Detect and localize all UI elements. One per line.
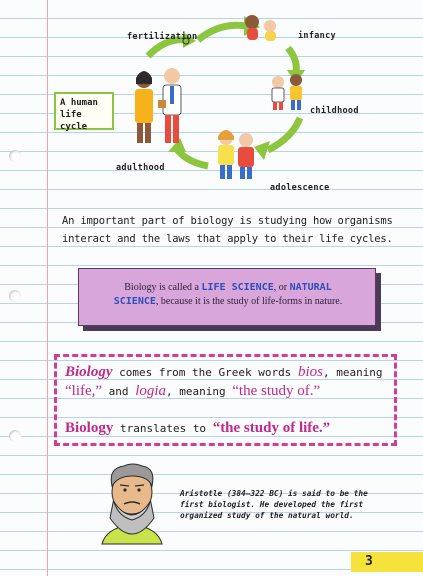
adults-figure (135, 68, 181, 143)
babies-figure (245, 15, 276, 41)
life-science-callout (78, 268, 376, 326)
etymology-connector: comes from the Greek words (112, 366, 298, 379)
label-adolescence: adolescence (270, 183, 330, 193)
etymology-box (54, 354, 397, 446)
arrow-head (254, 141, 270, 160)
page-number: 3 (365, 554, 373, 569)
translation-text (65, 419, 390, 438)
word-biology: Biology (65, 420, 114, 436)
etymology-connector: and (102, 385, 136, 398)
arrow-childhood-to-adolescence (268, 118, 300, 150)
etymology-text (65, 363, 390, 401)
life-science-text (93, 281, 363, 309)
binder-hole (9, 290, 21, 302)
arrow-infancy-to-childhood (288, 48, 296, 72)
keyword-life-science: LIFE SCIENCE (201, 282, 274, 293)
callout-text-part: , or (273, 282, 290, 293)
callout-text-part: , because it is the study of life-forms in nature. (155, 296, 343, 307)
page-number-tab (351, 552, 423, 572)
children-figure (272, 74, 302, 110)
word-study-of: “the study of.” (232, 383, 321, 399)
word-logia: logia (135, 383, 167, 399)
word-biology: Biology (65, 364, 113, 380)
arrow-adulthood-to-fertilization (148, 40, 184, 56)
life-cycle-note (54, 92, 114, 130)
etymology-connector: , meaning (322, 366, 383, 379)
etymology-connector: , meaning (166, 385, 233, 398)
label-fertilization: fertilization (127, 32, 198, 42)
word-life: “life,” (65, 383, 103, 399)
aristotle-caption: Aristotle (384–322 BC) is said to be the first biologist. He developed the first organized study of the natural world. (180, 489, 368, 520)
arrow-fertilization-to-infancy (198, 25, 246, 40)
teens-figure (218, 130, 254, 179)
word-bios: bios (297, 364, 323, 380)
life-cycle-note-text: A human life cycle (60, 98, 98, 132)
callout-text-part: Biology is called a (124, 282, 202, 293)
translation-connector: translates to (113, 422, 213, 435)
word-study-of-life: “the study of life.” (212, 420, 331, 436)
binder-hole (9, 430, 21, 442)
label-adulthood: adulthood (116, 163, 165, 173)
keyword-natural: NATURAL (289, 282, 332, 293)
intro-paragraph: An important part of biology is studying how organisms interact and the laws that apply to their life cycles. (62, 215, 393, 245)
keyword-science: SCIENCE (113, 296, 156, 307)
label-infancy: infancy (298, 31, 336, 41)
label-childhood: childhood (310, 106, 359, 116)
aristotle-portrait (92, 458, 172, 548)
